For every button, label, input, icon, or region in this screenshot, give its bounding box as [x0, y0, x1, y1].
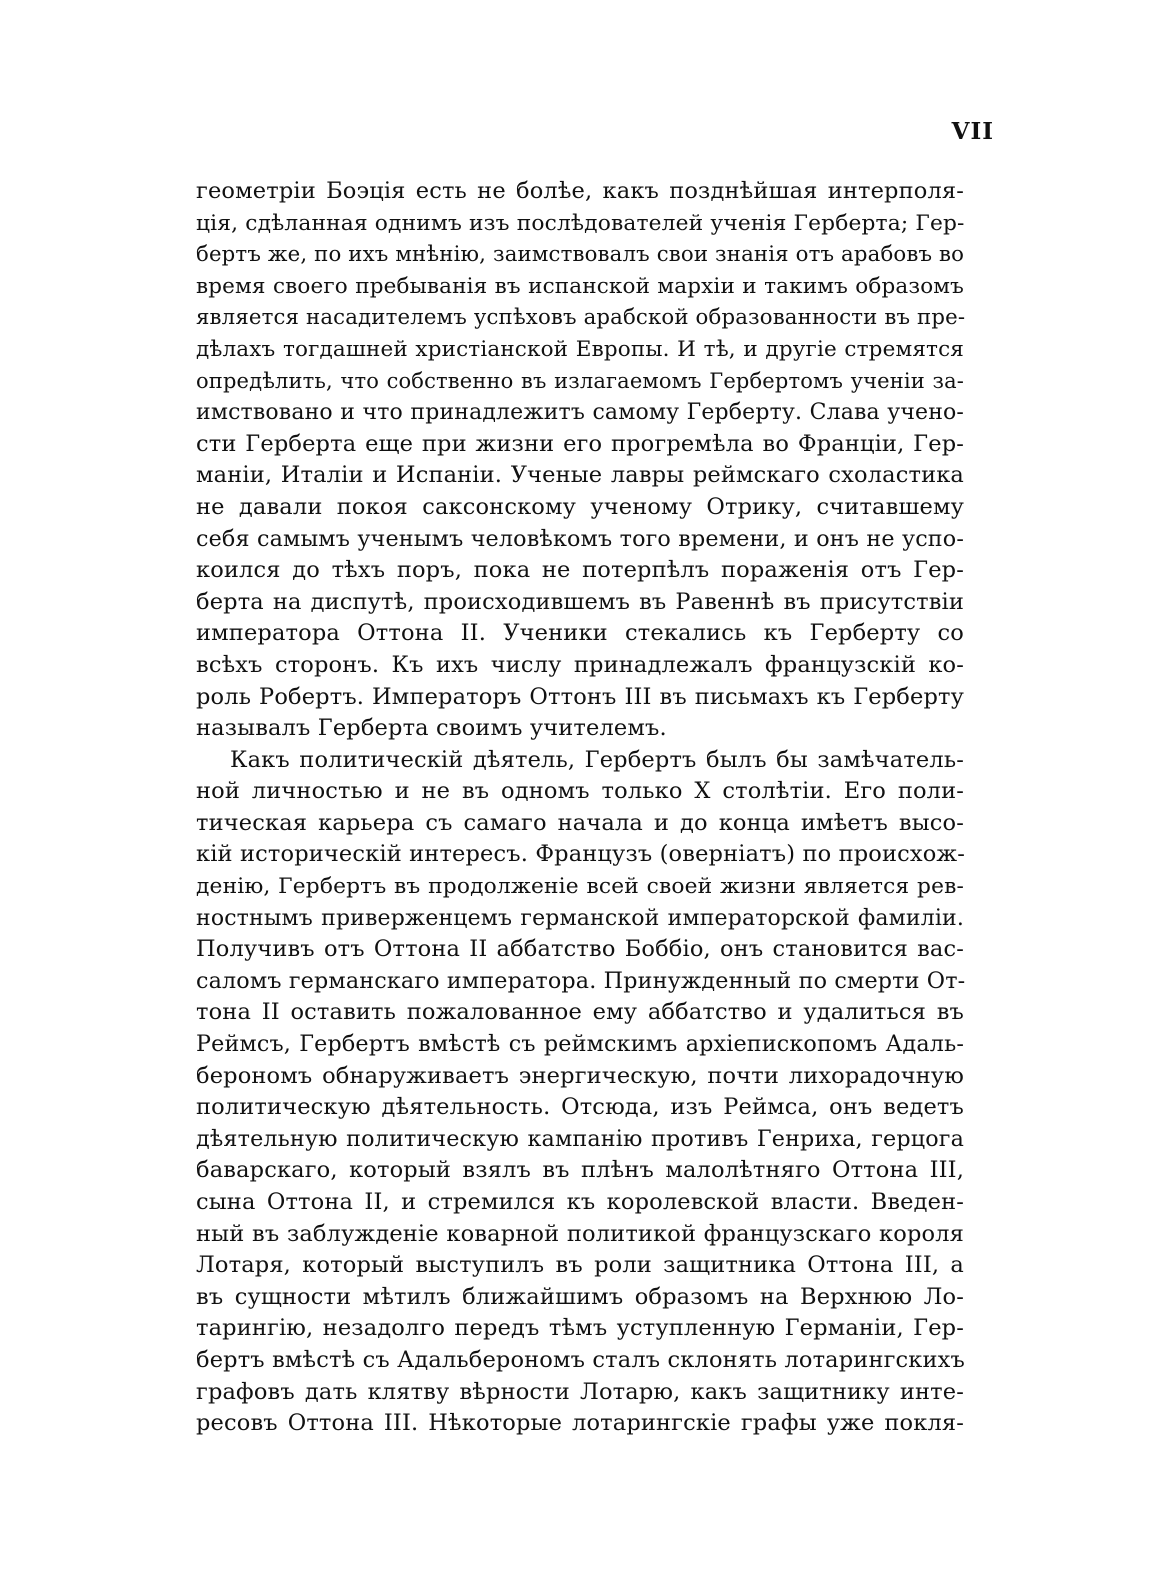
text-line: тона II оставить пожалованное ему аббатство и удалиться въ	[196, 999, 964, 1026]
text-line: маніи, Италіи и Испаніи. Ученые лавры реймскаго схоластика	[196, 462, 964, 489]
text-line: Получивъ отъ Оттона II аббатство Боббіо, онъ становится вас-	[196, 936, 964, 963]
text-line: геометріи Боэція есть не болѣе, какъ позднѣйшая интерполя-	[196, 178, 964, 204]
text-line: Какъ политическій дѣятель, Гербертъ былъ бы замѣчатель-	[230, 746, 964, 773]
text-line: ція, сдѣланная однимъ изъ послѣдователей ученія Герберта; Гер-	[196, 210, 965, 236]
text-line: берономъ обнаруживаетъ энергическую, почти лихорадочную	[196, 1062, 964, 1089]
text-line: всѣхъ сторонъ. Къ ихъ числу принадлежалъ французскій ко-	[196, 651, 964, 678]
page-number: VII	[951, 118, 994, 145]
text-line: императора Оттона II. Ученики стекались къ Герберту со	[196, 620, 964, 647]
text-line: берта на диспутѣ, происходившемъ въ Равеннѣ въ присутствіи	[196, 588, 964, 615]
text-line: опредѣлить, что собственно въ излагаемомъ Гербертомъ ученіи за-	[196, 368, 964, 393]
text-line: Реймсъ, Гербертъ вмѣстѣ съ реймскимъ архіепископомъ Адаль-	[196, 1031, 964, 1058]
text-line: имствовано и что принадлежитъ самому Герберту. Слава учено-	[196, 400, 964, 426]
text-line: коился до тѣхъ поръ, пока не потерпѣлъ пораженія отъ Гер-	[196, 557, 964, 584]
body-text	[196, 176, 964, 1440]
text-line: называлъ Герберта своимъ учителемъ.	[196, 715, 667, 742]
text-line: ностнымъ приверженцемъ германской императорской фамиліи.	[196, 905, 964, 931]
text-line: является насадителемъ успѣховъ арабской образованности въ пре-	[196, 305, 966, 331]
text-line: дѣятельную политическую кампанію противъ Генриха, герцога	[196, 1125, 964, 1152]
text-line: въ сущности мѣтилъ ближайшимъ образомъ на Верхнюю Ло-	[196, 1283, 964, 1310]
text-line: дѣлахъ тогдашней христіанской Европы. И тѣ, и другіе стремятся	[196, 336, 964, 362]
text-line: роль Робертъ. Императоръ Оттонъ III въ письмахъ къ Герберту	[196, 683, 964, 710]
text-line: политическую дѣятельность. Отсюда, изъ Реймса, онъ ведетъ	[196, 1094, 964, 1121]
text-line: графовъ дать клятву вѣрности Лотарю, какъ защитнику инте-	[196, 1378, 964, 1405]
text-line: ный въ заблужденіе коварной политикой французскаго короля	[196, 1220, 964, 1247]
text-line: ресовъ Оттона III. Нѣкоторые лотарингскіе графы уже покля-	[196, 1410, 964, 1437]
text-line: не давали покоя саксонскому ученому Отрику, считавшему	[196, 493, 964, 520]
text-line: бертъ вмѣстѣ съ Адальберономъ сталъ склонять лотарингскихъ	[196, 1346, 965, 1373]
text-line: саломъ германскаго императора. Принужденный по смерти От-	[196, 967, 966, 994]
text-line: Лотаря, который выступилъ въ роли защитника Оттона III, а	[196, 1252, 964, 1279]
paragraph-2	[196, 745, 964, 1440]
text-line: кій историческій интересъ. Французъ (оверніатъ) по происхож-	[196, 841, 966, 868]
text-line: бертъ же, по ихъ мнѣнію, заимствовалъ свои знанія отъ арабовъ во	[196, 242, 965, 268]
text-line: ной личностью и не въ одномъ только X столѣтіи. Его поли-	[196, 778, 964, 805]
text-line: время своего пребыванія въ испанской мархіи и такимъ образомъ	[196, 273, 964, 299]
text-line: сти Герберта еще при жизни его прогремѣла во Франціи, Гер-	[196, 430, 964, 457]
text-line: сына Оттона II, и стремился къ королевской власти. Введен-	[196, 1189, 964, 1215]
text-line: тическая карьера съ самаго начала и до конца имѣетъ высо-	[196, 809, 964, 836]
text-line: баварскаго, который взялъ въ плѣнъ малолѣтняго Оттона III,	[196, 1157, 964, 1184]
text-line: тарингію, незадолго передъ тѣмъ уступленную Германіи, Гер-	[196, 1315, 964, 1342]
paragraph-1	[196, 176, 964, 745]
text-line: себя самымъ ученымъ человѣкомъ того времени, и онъ не успо-	[196, 525, 964, 552]
text-line: денію, Гербертъ въ продолженіе всей своей жизни является рев-	[196, 874, 964, 900]
